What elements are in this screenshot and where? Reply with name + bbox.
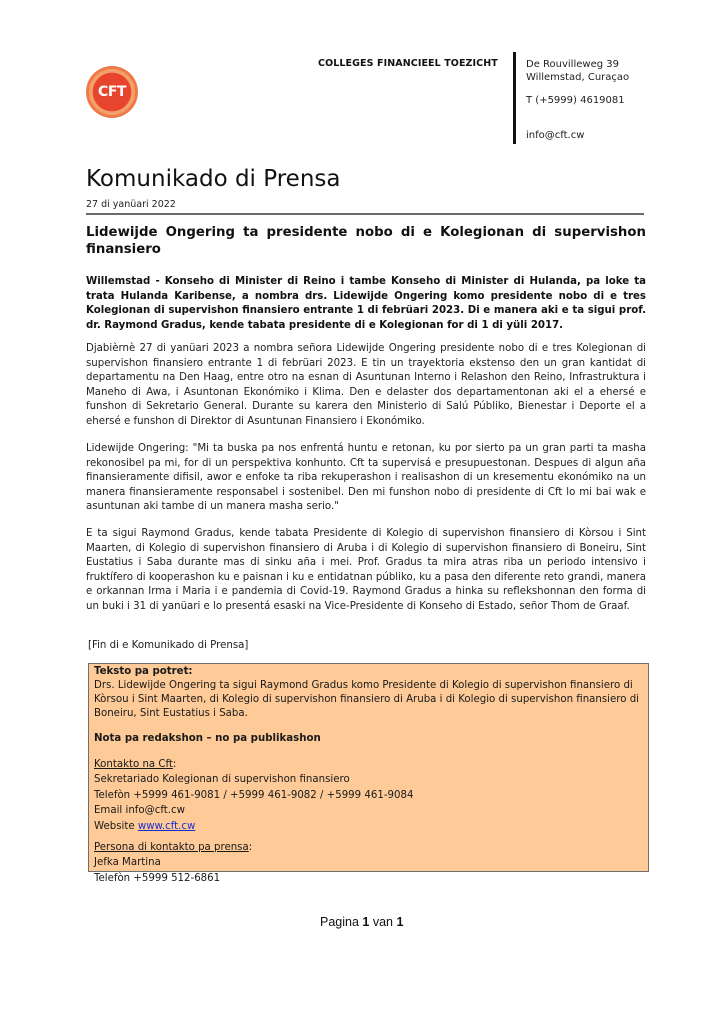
contact-heading: Kontakto na Cft <box>94 759 173 770</box>
press-heading: Persona di kontakto pa prensa <box>94 842 249 854</box>
document-date: 27 di yanüari 2022 <box>86 199 176 210</box>
caption-heading: Teksto pa potret: <box>94 666 193 677</box>
document-title: Komunikado di Prensa <box>86 166 341 192</box>
website-link[interactable]: www.cft.cw <box>137 820 196 832</box>
logo-text: CFT <box>98 84 126 100</box>
body-paragraph-3: E ta sigui Raymond Gradus, kende tabata Presidente di Kolegio di supervishon finansiero di Kòrsou i Sint Maarten, di Kolegio di supervishon finansiero di Aruba i di Kolegio di supervishon finansiero di Boneiru, Sint Eustatius i Saba durante mas di sinku aña i mei. Prof. Gradus ta mira atras riba un periodo intensivo i fruktífero di kooperashon ku e paisnan i ku e entidatnan públiko, ku a pasa den diferente reto grandi, manera e orkannan Irma i Maria i e pandemia di Covid-19. Raymond Gradus a hinka su reflekshonnan den forma di un buki i 31 di yanüari e lo presentá esaski na Vice-Presidente di Konseho di Estado, señor Thom de Graaf. <box>86 528 646 612</box>
contact-email: Email info@cft.cw <box>94 805 185 817</box>
page-footer: Pagina 1 van 1 <box>320 915 404 929</box>
title-rule <box>86 213 644 215</box>
contact-phone: Telefòn +5999 461-9081 / +5999 461-9082 / +5999 461-9084 <box>94 789 414 801</box>
organization-name: COLLEGES FINANCIEEL TOEZICHT <box>318 58 498 69</box>
address-street: De Rouvilleweg 39 <box>526 59 619 70</box>
header-phone: T (+5999) 4619081 <box>526 95 625 106</box>
caption-text: Drs. Lidewijde Ongering ta sigui Raymond Gradus komo Presidente di Kolegio di supervishon finansiero di Kòrsou i Sint Maarten, di Kolegio di supervishon finansiero di Aruba i di Kolegio di supervishon finansiero di Boneiru, Sint Eustatius i Saba. <box>94 680 639 719</box>
contact-website: Website www.cft.cw <box>94 820 196 832</box>
header-address <box>526 58 629 142</box>
cft-logo <box>86 66 138 118</box>
page-current: 1 <box>362 915 370 929</box>
contact-heading-line: Kontakto na Cft: <box>94 759 177 770</box>
header-email: info@cft.cw <box>526 130 585 141</box>
press-name: Jefka Martina <box>94 857 161 869</box>
body-paragraph-1: Djabièrnè 27 di yanüari 2023 a nombra señora Lidewijde Ongering presidente nobo di e tres Kolegionan di supervishon finansiero entrante 1 di febrüari 2023. E tin un trayektoria ekstenso den un gran kantidat di departamentu na Den Haag, entre otro na esnan di Asuntunan Interno i Relashon den Reino, Infrastruktura i Maneho di Awa, i Asuntonan Ekonómiko i Klima. Den e delaster dos departamentonan aki el a ehersé e funshon di Sekretario General. Durante su karera den Ministerio di Salú Públiko, Bienestar i Deporte el a ehersé e funshon di Direktor di Asuntunan Finansiero i Ekonómiko. <box>86 343 646 427</box>
header-divider <box>513 52 516 144</box>
info-box <box>88 663 649 884</box>
lead-paragraph: Willemstad - Konseho di Minister di Reino i tambe Konseho di Minister di Hulanda, pa loke ta trata Hulanda Karibense, a nombra drs. Lidewijde Ongering komo presidente nobo di e tres Kolegionan di supervishon finansiero entrante 1 di febrüari 2023. Di e manera aki e ta sigui prof. dr. Raymond Gradus, kende tabata presidente di e Kolegionan for di 1 di yüli 2017. <box>86 276 646 331</box>
address-city: Willemstad, Curaçao <box>526 72 630 83</box>
end-note: [Fin di e Komunikado di Prensa] <box>88 640 249 651</box>
note-heading: Nota pa redakshon – no pa publikashon <box>94 733 321 744</box>
headline: Lidewijde Ongering ta presidente nobo di e Kolegionan di supervishon finansiero <box>86 225 646 257</box>
contact-org: Sekretariado Kolegionan di supervishon finansiero <box>94 774 350 786</box>
press-phone: Telefòn +5999 512-6861 <box>94 872 221 884</box>
body-paragraph-2: Lidewijde Ongering: "Mi ta buska pa nos enfrentá huntu e retonan, ku por sierto pa un gran parti ta masha rekonosibel pa mi, for di un perspektiva konhunto. Cft ta supervisá e presupuestonan. Despues di algun aña finansieramente difisil, awor e enfoke ta riba rekuperashon i realisashon di un kresementu ekonómiko na un manera finansieramente responsabel i sostenibel. Den mi funshon nobo di presidente di Cft lo mi bai wak e asuntunan aki tambe di un manera masha serio." <box>86 443 646 513</box>
page-total: 1 <box>396 915 404 929</box>
press-heading-line: Persona di kontakto pa prensa: <box>94 842 253 854</box>
